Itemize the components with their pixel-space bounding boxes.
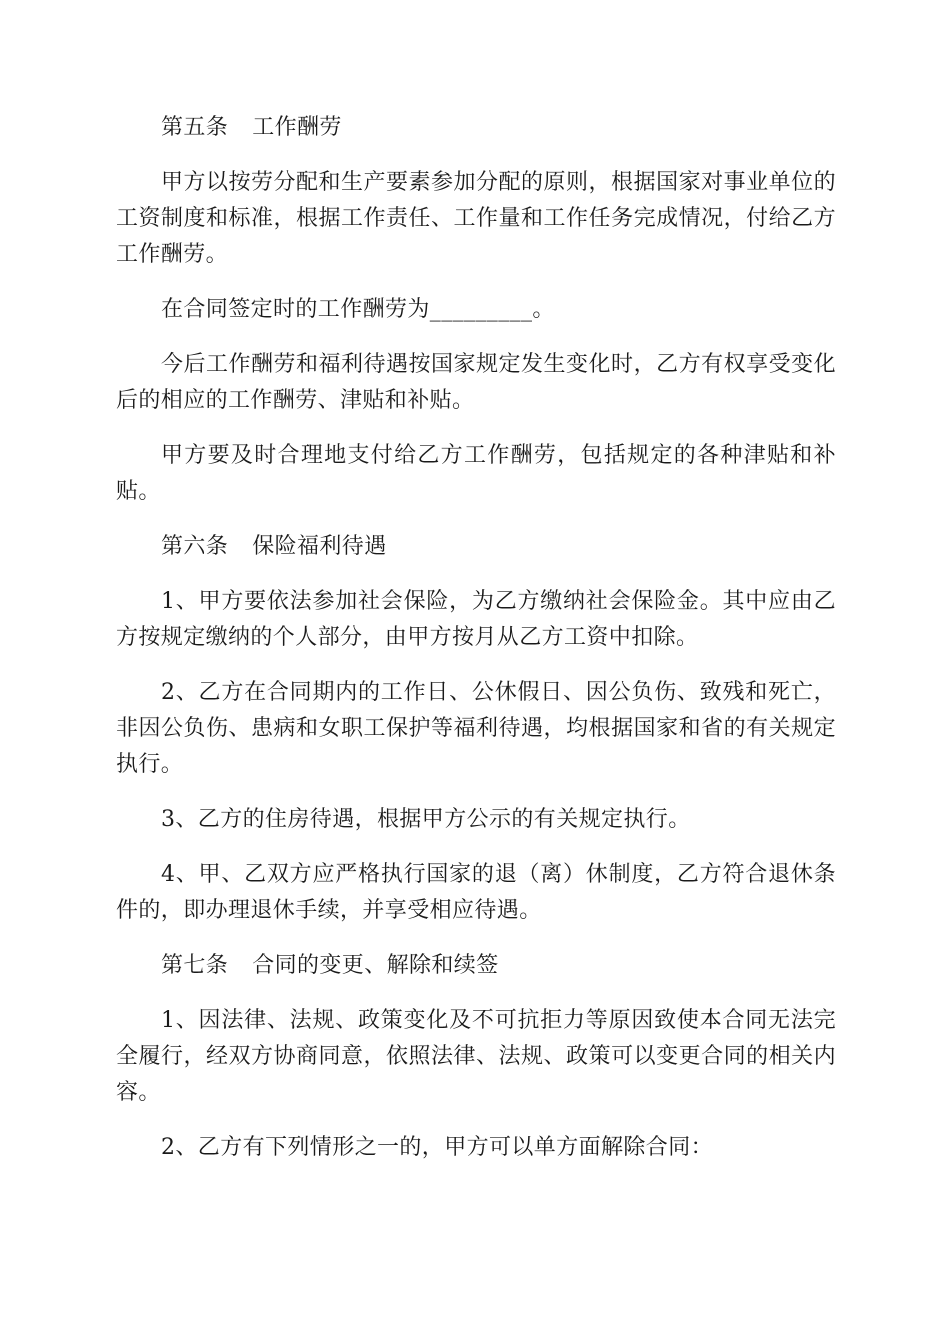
article-7-paragraph-2: 2、乙方有下列情形之一的，甲方可以单方面解除合同： [161,1135,713,1160]
article-5-number: 第五条 [161,115,229,140]
article-7-title: 合同的变更、解除和续签 [252,953,499,978]
article-6-paragraph-4: 4、甲、乙双方应严格执行国家的退（离）休制度，乙方符合退休条件的，即办理退休手续，并享受相应待遇。 [116,862,836,923]
article-7-number: 第七条 [161,953,229,978]
article-6-heading [116,529,836,565]
article-6-paragraph-2: 2、乙方在合同期内的工作日、公休假日、因公负伤、致残和死亡，非因公负伤、患病和女职工保护等福利待遇，均根据国家和省的有关规定执行。 [116,680,836,777]
article-6-title: 保险福利待遇 [252,534,387,559]
article-6-number: 第六条 [161,534,229,559]
article-5-heading [116,110,836,146]
article-6-paragraph-1: 1、甲方要依法参加社会保险，为乙方缴纳社会保险金。其中应由乙方按规定缴纳的个人部分，由甲方按月从乙方工资中扣除。 [116,589,836,650]
article-7-heading [116,948,836,984]
article-5-paragraph-2: 在合同签定时的工作酬劳为_________。 [161,297,555,322]
article-5-paragraph-1: 甲方以按劳分配和生产要素参加分配的原则，根据国家对事业单位的工资制度和标准，根据工作责任、工作量和工作任务完成情况，付给乙方工作酬劳。 [116,170,836,267]
article-5-paragraph-4: 甲方要及时合理地支付给乙方工作酬劳，包括规定的各种津贴和补贴。 [116,443,836,504]
document-body [116,110,836,1185]
article-6-paragraph-3: 3、乙方的住房待遇，根据甲方公示的有关规定执行。 [161,807,691,832]
article-5-title: 工作酬劳 [252,115,342,140]
article-7-paragraph-1: 1、因法律、法规、政策变化及不可抗拒力等原因致使本合同无法完全履行，经双方协商同意，依照法律、法规、政策可以变更合同的相关内容。 [116,1008,836,1105]
article-5-paragraph-3: 今后工作酬劳和福利待遇按国家规定发生变化时，乙方有权享受变化后的相应的工作酬劳、津贴和补贴。 [116,352,836,413]
